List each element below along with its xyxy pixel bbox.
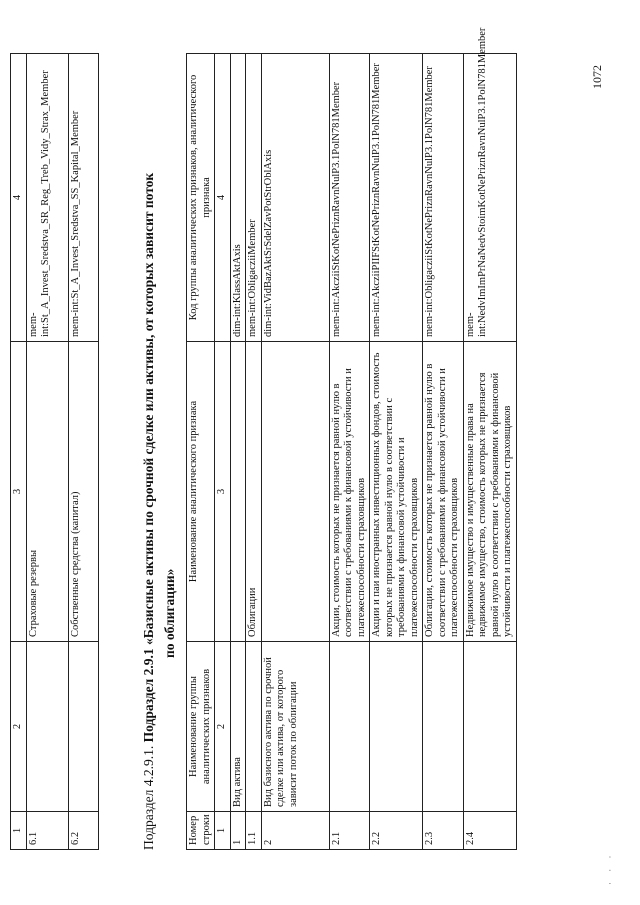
header-feature-code: Код группы аналитических признаков, аналитического признака [187, 54, 215, 342]
table-row [423, 54, 464, 850]
row-number: 2.1 [329, 812, 370, 850]
margin-marks: · · · [605, 851, 615, 885]
col-index-4: 4 [215, 54, 231, 342]
row-number: 2.2 [370, 812, 423, 850]
row-number: 6.1 [26, 812, 68, 850]
header-row-number: Номер строки [187, 812, 215, 850]
heading-title: Подраздел 2.9.1 «Базисные активы по срочной сделке или активы, от которых зависит поток [141, 172, 156, 743]
feature-name: Недвижимое имущество и имущественные права на недвижимое имущество, стоимость которых не признается равной нулю в соответствии с требованиями к финансовой устойчивости и платежеспособности страховщиков [463, 342, 516, 642]
group-cell [26, 642, 68, 812]
table-row [26, 54, 68, 850]
heading-title-line2: по облигации» [162, 568, 177, 658]
feature-name [230, 342, 246, 642]
table-header-row [11, 54, 27, 850]
group-name: Вид базисного актива по срочной сделке или актива, от которого зависит поток по облигации [261, 642, 329, 812]
feature-code: dim-int:VidBazAktSrSdelZavPotStrOblAxis [261, 54, 329, 342]
table-row [230, 54, 246, 850]
group-name [463, 642, 516, 812]
table-header-row [187, 54, 215, 850]
col-index-2: 2 [11, 642, 27, 812]
analytic-features-table [186, 27, 517, 850]
page-number: 1072 [590, 65, 604, 89]
feature-code: mem-int:AkcziiPIIFStKotNePriznRavnNulP3.1PolN781Member [370, 54, 423, 342]
feature-name: Акции, стоимость которых не признается равной нулю в соответствии с требованиями к финансовой устойчивости и платежеспособности страховщиков [329, 342, 370, 642]
table-row [463, 54, 516, 850]
feature-name: Страховые резервы [26, 342, 68, 642]
feature-code: mem-int:NedvImImPrNaNedvStoimKotNePriznRavnNulP3.1PolN781Member [463, 54, 516, 342]
group-name [370, 642, 423, 812]
col-index-1: 1 [11, 812, 27, 850]
group-name: Вид актива [230, 642, 246, 812]
table-row [370, 54, 423, 850]
col-index-2: 2 [215, 642, 231, 812]
row-number: 2 [261, 812, 329, 850]
feature-code: mem-int:ObligacziiMember [246, 54, 262, 342]
feature-name [261, 342, 329, 642]
header-feature-name: Наименование аналитического признака [187, 342, 215, 642]
group-name [329, 642, 370, 812]
feature-name: Облигации, стоимость которых не признается равной нулю в соответствии с требованиями к финансовой устойчивости и платежеспособности страховщиков [423, 342, 464, 642]
col-index-4: 4 [11, 54, 27, 342]
feature-code: mem-int:AkcziiStKotNePriznRavnNulP3.1PolN781Member [329, 54, 370, 342]
col-index-1: 1 [215, 812, 231, 850]
feature-code: dim-int:KlassAktAxis [230, 54, 246, 342]
table-row [246, 54, 262, 850]
feature-code: mem-int:St_A_Invest_Sredstva_SR_Reg_Treb_Vidy_Strax_Member [26, 54, 68, 342]
feature-name: Акции и паи иностранных инвестиционных фондов, стоимость которых не признается равной нулю в соответствии с требованиями к финансовой устойчивости и платежеспособности страховщиков [370, 342, 423, 642]
row-number: 6.2 [68, 812, 98, 850]
feature-name: Собственные средства (капитал) [68, 342, 98, 642]
table-row [261, 54, 329, 850]
heading-prefix: Подраздел 4.2.9.1. [141, 742, 156, 850]
table-row [68, 54, 98, 850]
row-number: 2.3 [423, 812, 464, 850]
row-number: 2.4 [463, 812, 516, 850]
col-index-3: 3 [215, 342, 231, 642]
row-number: 1 [230, 812, 246, 850]
index-row [215, 54, 231, 850]
table-row [329, 54, 370, 850]
col-index-3: 3 [11, 342, 27, 642]
feature-code: mem-int:ObligacziiStKotNePriznRavnNulP3.1PolN781Member [423, 54, 464, 342]
section-heading [140, 50, 178, 850]
row-number: 1.1 [246, 812, 262, 850]
feature-name: Облигации [246, 342, 262, 642]
feature-code: mem-int:St_A_Invest_Sredstva_SS_Kapital_Member [68, 54, 98, 342]
group-name [423, 642, 464, 812]
continuation-table [10, 53, 99, 850]
group-cell [68, 642, 98, 812]
header-group-name: Наименование группы аналитических признаков [187, 642, 215, 812]
group-name [246, 642, 262, 812]
